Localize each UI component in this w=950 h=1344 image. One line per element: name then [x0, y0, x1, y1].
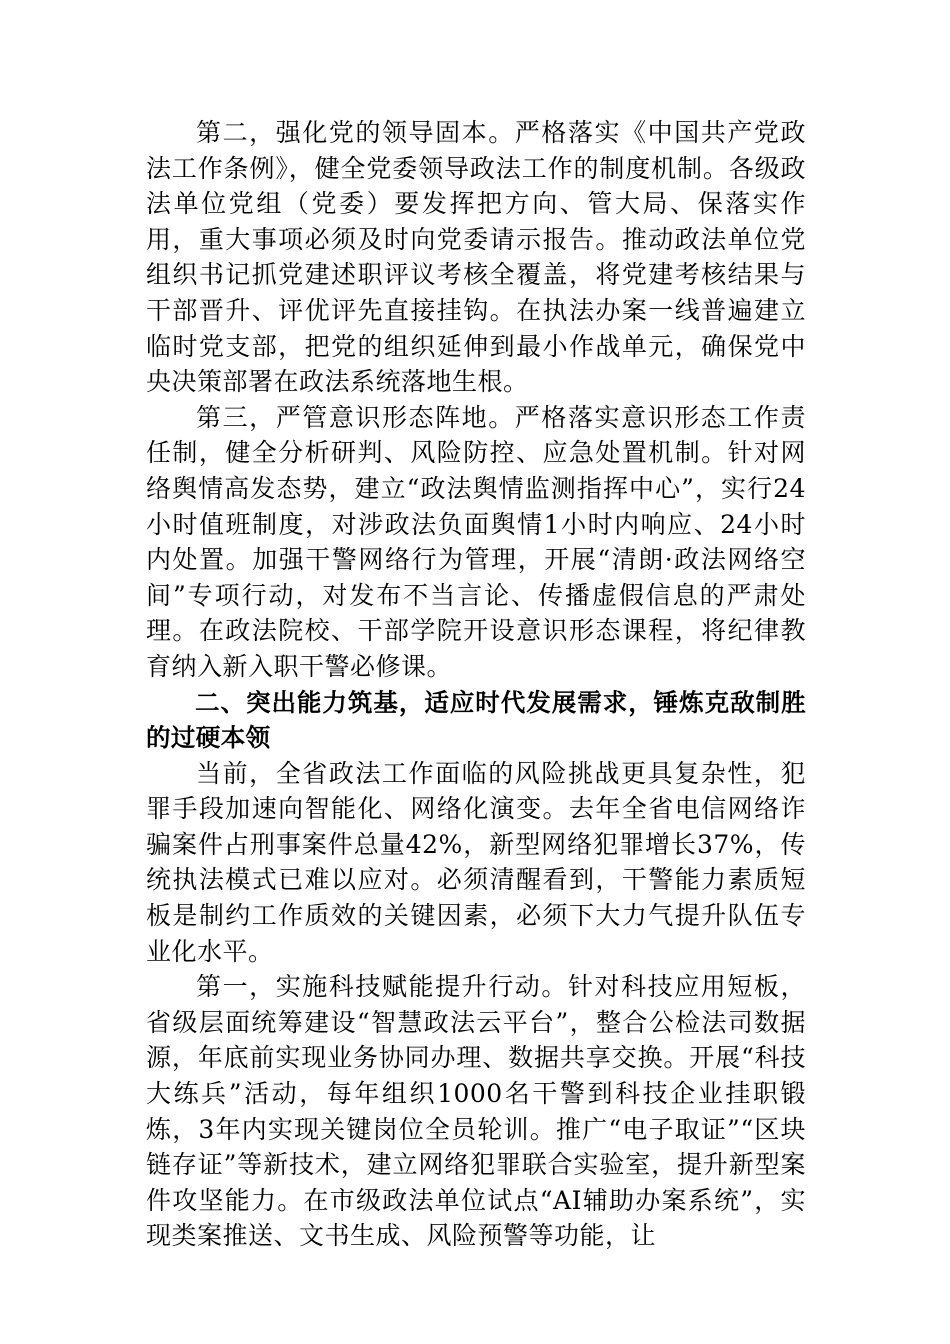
paragraph-ideology: 第三，严管意识形态阵地。严格落实意识形态工作责任制，健全分析研判、风险防控、应急处置机制。针对网络舆情高发态势，建立“政法舆情监测指挥中心”，实行24小时值班制度，对涉政法负面舆情1小时内响应、24小时内处置。加强干警网络行为管理，开展“清朗·政法网络空间”专项行动，对发布不当言论、传播虚假信息的严肃处理。在政法院校、干部学院开设意识形态课程，将纪律教育纳入新入职干警必修课。	[146, 402, 806, 681]
paragraph-challenges: 当前，全省政法工作面临的风险挑战更具复杂性，犯罪手段加速向智能化、网络化演变。去年全省电信网络诈骗案件占刑事案件总量42%，新型网络犯罪增长37%，传统执法模式已难以应对。必须清醒看到，干警能力素质短板是制约工作质效的关键因素，必须下大力气提升队伍专业化水平。	[146, 758, 806, 966]
document-page	[146, 115, 806, 1254]
section-heading: 二、突出能力筑基，适应时代发展需求，锤炼克敌制胜的过硬本领	[146, 687, 806, 753]
paragraph-party-leadership: 第二，强化党的领导固本。严格落实《中国共产党政法工作条例》，健全党委领导政法工作的制度机制。各级政法单位党组（党委）要发挥把方向、管大局、保落实作用，重大事项必须及时向党委请示报告。推动政法单位党组织书记抓党建述职评议考核全覆盖，将党建考核结果与干部晋升、评优评先直接挂钩。在执法办案一线普遍建立临时党支部，把党的组织延伸到最小作战单元，确保党中央决策部署在政法系统落地生根。	[146, 118, 806, 397]
paragraph-tech-empowerment: 第一，实施科技赋能提升行动。针对科技应用短板，省级层面统筹建设“智慧政法云平台”，整合公检法司数据源，年底前实现业务协同办理、数据共享交换。开展“科技大练兵”活动，每年组织1000名干警到科技企业挂职锻炼，3年内实现关键岗位全员轮训。推广“电子取证”“区块链存证”等新技术，建立网络犯罪联合实验室，提升新型案件攻坚能力。在市级政法单位试点“AI辅助办案系统”，实现类案推送、文书生成、风险预警等功能，让	[146, 972, 806, 1251]
